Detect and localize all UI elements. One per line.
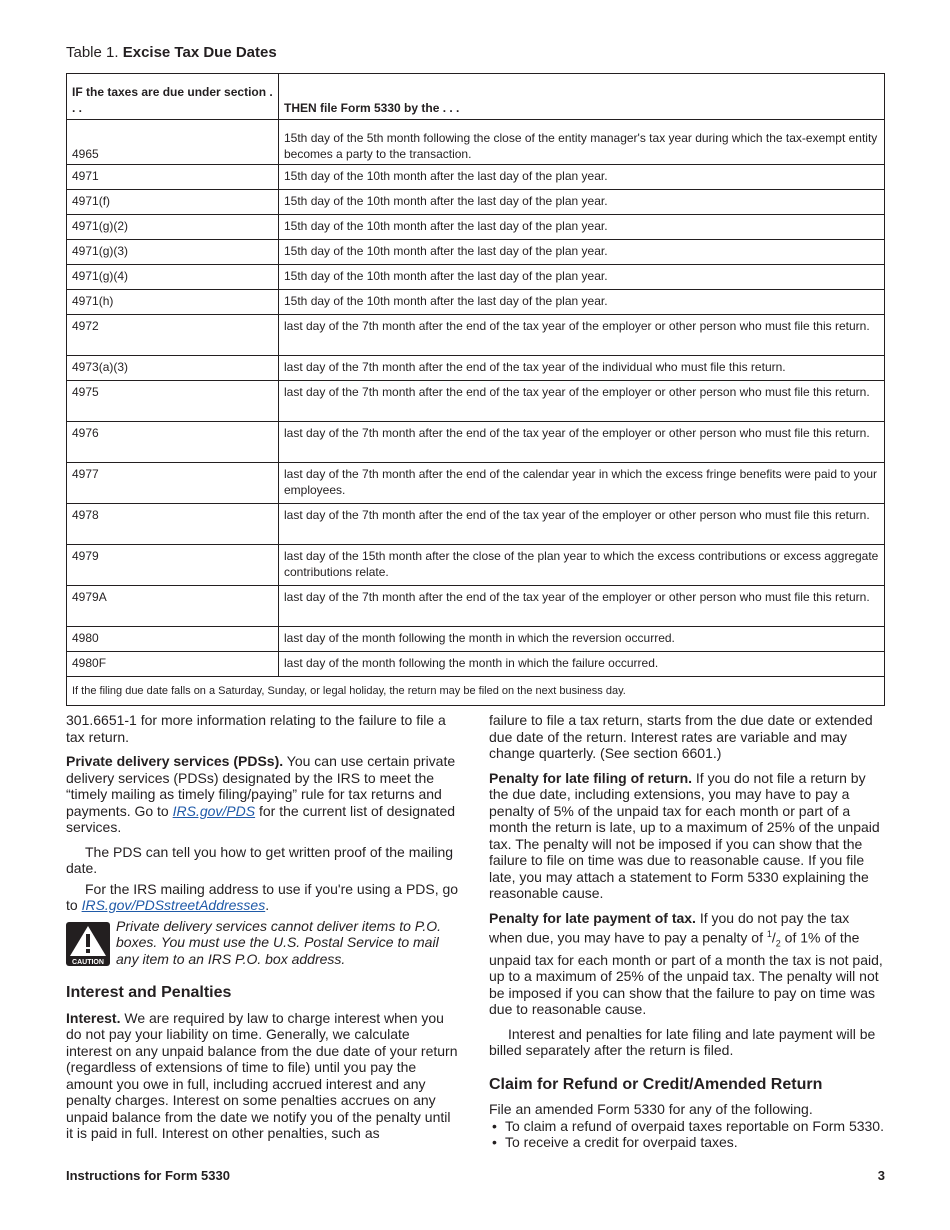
paragraph: failure to file a tax return, starts from the due date or extended due date of the return. Interest rates are variable and may change quarterly. (See section 6601.) (489, 712, 873, 761)
section-cell: 4971(g)(2) (67, 215, 279, 240)
table-row (67, 381, 885, 422)
section-cell: 4975 (67, 381, 279, 422)
section-cell: 4976 (67, 422, 279, 463)
due-date-cell: last day of the 7th month after the end of the tax year of the individual who must file this return. (279, 356, 885, 381)
section-cell: 4977 (67, 463, 279, 504)
due-date-cell: last day of the 7th month after the end of the tax year of the employer or other person who must file this return. (279, 422, 885, 463)
section-cell: 4978 (67, 504, 279, 545)
due-date-cell: last day of the 7th month after the end of the tax year of the employer or other person who must file this return. (279, 504, 885, 545)
paragraph: The PDS can tell you how to get written proof of the mailing date. (66, 843, 454, 876)
section-cell: 4971(f) (67, 190, 279, 215)
table-row (67, 652, 885, 677)
list-item: • To receive a credit for overpaid taxes. (489, 1134, 885, 1151)
section-cell: 4980F (67, 652, 279, 677)
due-date-cell: 15th day of the 5th month following the close of the entity manager's tax year during which the tax-exempt entity becomes a party to the transaction. (279, 120, 885, 165)
pds-paragraph: Private delivery services (PDSs). You can use certain private delivery services (PDSs) designated by the IRS to meet the “timely mailing as timely filing/paying” rule for tax returns and payments. Go to IRS.gov/PDS for the current list of designated services. (66, 753, 456, 835)
pds-street-addresses-link[interactable]: IRS.gov/PDSstreetAddresses (81, 897, 266, 913)
table-caption: Table 1. Excise Tax Due Dates (66, 44, 277, 61)
left-column (66, 712, 459, 1150)
paragraph: File an amended Form 5330 for any of the following. (489, 1101, 813, 1118)
due-date-cell: last day of the 7th month after the end of the tax year of the employer or other person who must file this return. (279, 381, 885, 422)
section-heading: Claim for Refund or Credit/Amended Return (489, 1075, 823, 1093)
table-row (67, 165, 885, 190)
late-payment-paragraph: Penalty for late payment of tax. If you do not pay the tax when due, you may have to pay a penalty of $^1/_2$ of 1% of the unpaid tax for each month or part of a month the tax is not paid, up to a maximum of 25% of the unpaid tax. The penalty will not be imposed if you can show that the failure to pay on time was due to reasonable cause. (489, 909, 883, 1018)
caution-note: CAUTION Private delivery services cannot deliver items to P.O. boxes. You must use the U.S. Postal Service to mail any item to an IRS P.O. box address. (66, 918, 459, 968)
table-row (67, 545, 885, 586)
excise-tax-due-dates-table (66, 73, 885, 706)
due-date-cell: 15th day of the 10th month after the last day of the plan year. (279, 165, 885, 190)
due-date-cell: last day of the 7th month after the end of the tax year of the employer or other person who must file this return. (279, 586, 885, 627)
table-row (67, 265, 885, 290)
section-cell: 4980 (67, 627, 279, 652)
page-footer (66, 1168, 885, 1183)
table-header-row (67, 74, 885, 120)
header-section: IF the taxes are due under section . . . (67, 74, 279, 120)
due-date-cell: 15th day of the 10th month after the last day of the plan year. (279, 190, 885, 215)
caution-icon (66, 922, 110, 966)
paragraph: For the IRS mailing address to use if you're using a PDS, go to IRS.gov/PDSstreetAddresses. (66, 880, 459, 913)
section-cell: 4979A (67, 586, 279, 627)
table-footnote-row (67, 677, 885, 706)
due-date-cell: last day of the month following the month in which the reversion occurred. (279, 627, 885, 652)
table-row (67, 240, 885, 265)
paragraph: Interest and penalties for late filing and late payment will be billed separately after the return is filed. (489, 1025, 876, 1059)
page-number: 3 (877, 1168, 885, 1183)
due-date-cell: last day of the 7th month after the end of the calendar year in which the excess fringe benefits were paid to your employees. (279, 463, 885, 504)
section-cell: 4971 (67, 165, 279, 190)
due-date-cell: 15th day of the 10th month after the last day of the plan year. (279, 265, 885, 290)
due-date-cell: last day of the 15th month after the close of the plan year to which the excess contributions or excess aggregate contributions relate. (279, 545, 885, 586)
section-cell: 4973(a)(3) (67, 356, 279, 381)
footer-title: Instructions for Form 5330 (66, 1168, 230, 1183)
table-row (67, 215, 885, 240)
late-filing-paragraph: Penalty for late filing of return. If you do not file a return by the due date, including extensions, you may have to pay a penalty of 5% of the unpaid tax for each month or part of a month the return is late, up to a maximum of 25% of the unpaid tax. The penalty will not be imposed if you can show that the failure to file on time was due to reasonable cause. If you file late, you may attach a statement to Form 5330 explaining the reasonable cause. (489, 769, 880, 901)
table-row (67, 586, 885, 627)
table-row (67, 356, 885, 381)
list-item: • To claim a refund of overpaid taxes reportable on Form 5330. (489, 1118, 885, 1135)
bullet-list (489, 1118, 885, 1151)
table-footnote: If the filing due date falls on a Saturday, Sunday, or legal holiday, the return may be filed on the next business day. (67, 677, 885, 706)
right-column (489, 712, 885, 1151)
table-row (67, 315, 885, 356)
irs-pds-link[interactable]: IRS.gov/PDS (172, 802, 256, 819)
table-row (67, 190, 885, 215)
section-cell: 4965 (67, 120, 279, 165)
table-row (67, 504, 885, 545)
header-due-date: THEN file Form 5330 by the . . . (279, 74, 885, 120)
section-cell: 4972 (67, 315, 279, 356)
table-row (67, 463, 885, 504)
interest-paragraph: Interest. We are required by law to charge interest when you do not pay your liability on time. Generally, we calculate interest on any unpaid balance from the due date of your return (regardless of extensions of time to file) until you pay the amount you owe in full, including accrued interest and any penalty charges. Interest on some penalties accrues on any unpaid balance from the date we notify you of the penalty until it is paid in full. Interest on other penalties, such as (66, 1009, 458, 1141)
table-row (67, 422, 885, 463)
section-cell: 4971(g)(3) (67, 240, 279, 265)
section-cell: 4971(g)(4) (67, 265, 279, 290)
section-cell: 4971(h) (67, 290, 279, 315)
due-date-cell: last day of the 7th month after the end of the tax year of the employer or other person who must file this return. (279, 315, 885, 356)
section-heading: Interest and Penalties (66, 984, 232, 1001)
due-date-cell: 15th day of the 10th month after the last day of the plan year. (279, 290, 885, 315)
paragraph: 301.6651-1 for more information relating to the failure to file a tax return. (66, 712, 446, 745)
table-row (67, 627, 885, 652)
table-row (67, 290, 885, 315)
table-row (67, 120, 885, 165)
svg-text:CAUTION: CAUTION (72, 958, 104, 966)
due-date-cell: last day of the month following the month in which the failure occurred. (279, 652, 885, 677)
due-date-cell: 15th day of the 10th month after the last day of the plan year. (279, 215, 885, 240)
section-cell: 4979 (67, 545, 279, 586)
due-date-cell: 15th day of the 10th month after the last day of the plan year. (279, 240, 885, 265)
